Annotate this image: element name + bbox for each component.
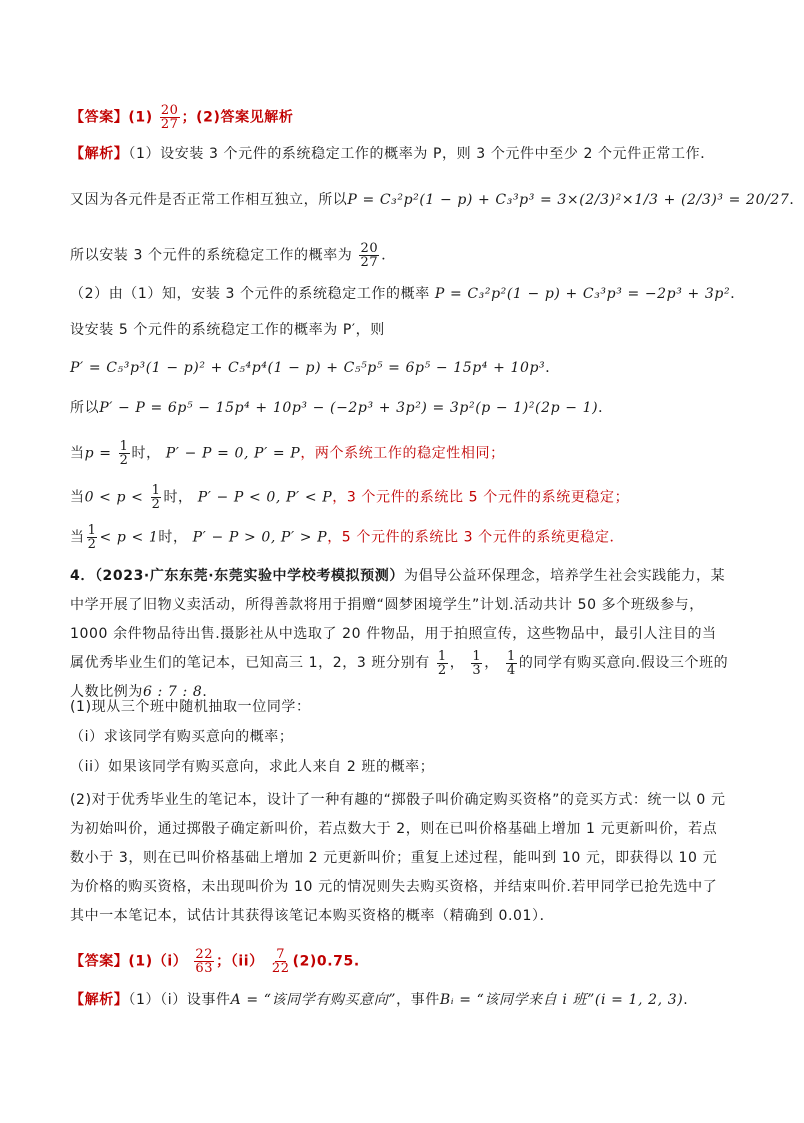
formula-p: P = C₃²p²(1 − p) + C₃³p³ = 3×(2/3)²×1/3 + (2/3)³ = 20/27 [347, 192, 790, 208]
analysis-text-5: 设安装 5 个元件的系统稳定工作的概率为 P′，则 [70, 322, 385, 338]
analysis-tag: 【解析】 [70, 992, 129, 1008]
event-a: A = “该同学有购买意向” [230, 992, 397, 1008]
analysis-text-3: 所以安装 3 个元件的系统稳定工作的概率为 [70, 247, 353, 264]
answer-tag: 【答案】 [70, 109, 129, 126]
fraction-1-3: $\frac{1}{3}$ [472, 648, 482, 678]
index-range: (i = 1, 2, 3) [594, 992, 684, 1008]
problem-number: 4． [70, 568, 95, 584]
answer-tag: 【答案】 [70, 953, 129, 970]
analysis-line-1 [70, 144, 730, 164]
answer-separator: ；（ii） [216, 953, 264, 970]
question-2-text: (2)对于优秀毕业生的笔记本，设计了一种有趣的“掷骰子叫价确定购买资格”的竞买方式：统一以 0 元为初始叫价，通过掷骰子确定新叫价，若点数大于 2，则在已叫价格基础上增加 1 元更新叫价，若点数小于 3，则在已叫价格基础上增加 2 元更新叫价；重复上述过程，能叫到 10 元，即获得以 10 元为价格的购买资格，未出现叫价为 10 元的情况则失去购买资格，并结束叫价.若甲同学已抢先选中了其中一本笔记本，试估计其获得该笔记本购买资格的概率（精确到 0.01）． [70, 792, 726, 924]
formula-p5: P′ = C₅³p³(1 − p)² + C₅⁴p⁴(1 − p) + C₅⁵p⁵ = 6p⁵ − 15p⁴ + 10p³ [70, 360, 546, 376]
analysis-line-6: P′ = C₅³p³(1 − p)² + C₅⁴p⁴(1 − p) + C₅⁵p⁵ = 6p⁵ − 15p⁴ + 10p³． [70, 360, 560, 376]
analysis-text-4: （2）由（1）知，安装 3 个元件的系统稳定工作的概率 [70, 286, 430, 302]
analysis2-text-a: （1）（i）设事件 [128, 992, 231, 1008]
math-greater-case: P′ − P > 0, P′ > P [192, 529, 328, 546]
text-shi: 时， [131, 445, 161, 462]
text-when: 当 [70, 489, 85, 506]
event-b: Bᵢ = “该同学来自 i 班” [439, 992, 595, 1008]
analysis-line-10 [70, 524, 730, 551]
math-range-high: < p < 1 [99, 529, 159, 546]
question-1 [70, 697, 730, 717]
fraction-20-27: $\frac{20}{27}$ [360, 241, 379, 270]
problem-4-paragraph: 4．（2023·广东东莞·东莞实验中学校考模拟预测）为倡导公益环保理念，培养学生社会实践能力，某中学开展了旧物义卖活动，所得善款将用于捐赠“圆梦困境学生”计划.活动共计 50 多个班级参与，1000 余件物品待出售.摄影社从中选取了 20 件物品，用于拍照宣传，这些物品中，最引人注目的当属优秀毕业生们的笔记本，已知高三 1，2，3 班分别有 $\frac{1}{2}$ ， $\frac{1}{3}$ ， $\frac{1}{4}$ 的同学有购买意向.假设三个班的人数比例为6 : 7 : 8． [70, 568, 729, 700]
answer-fraction-7-22: $\frac{7}{22}$ [271, 947, 290, 976]
problem-body: 为倡导公益环保理念，培养学生社会实践能力，某中学开展了旧物义卖活动，所得善款将用于捐赠“圆梦困境学生”计划.活动共计 50 多个班级参与，1000 余件物品待出售.摄影社从中选取了 20 件物品，用于拍照宣传，这些物品中，最引人注目的当属优秀毕业生们的笔记本， [70, 568, 726, 671]
analysis-line-7: 所以P′ − P = 6p⁵ − 15p⁴ + 10p³ − (−2p³ + 3p²) = 3p²(p − 1)²(2p − 1)． [70, 400, 613, 416]
analysis2-end: . [683, 992, 689, 1008]
fraction-half: $\frac{1}{2}$ [119, 439, 129, 468]
question-1-ii-text: （ii）如果该同学有购买意向，求此人来自 2 班的概率； [70, 759, 435, 775]
analysis-line-5 [70, 320, 730, 340]
analysis-text-7: 所以 [70, 400, 100, 416]
problem-source: （2023·广东东莞·东莞实验中学校考模拟预测） [94, 568, 404, 584]
text-shi: 时， [163, 489, 193, 506]
problem-body-tail: 已知高三 1，2，3 班分别有 [245, 655, 430, 671]
question-2 [70, 786, 730, 931]
answer-line-1 [70, 104, 730, 131]
answer-separator: ； [181, 109, 197, 126]
answer-part1: (1)（i） [128, 953, 188, 970]
analysis-text-1: （1）设安装 3 个元件的系统稳定工作的概率为 P，则 3 个元件中至少 2 个元件正常工作． [128, 146, 715, 162]
formula-diff: P′ − P = 6p⁵ − 15p⁴ + 10p³ − (−2p³ + 3p²) = 3p²(p − 1)²(2p − 1) [99, 400, 599, 416]
analysis-line-9 [70, 484, 730, 511]
answer-part2: (2)答案见解析 [196, 109, 294, 126]
class-ratio: 6 : 7 : 8 [143, 684, 203, 700]
text-when: 当 [70, 445, 85, 462]
math-equal-case: P′ − P = 0, P′ = P [165, 445, 301, 462]
analysis-line-3: 所以安装 3 个元件的系统稳定工作的概率为 $\frac{20}{27}$ ． [70, 241, 396, 270]
fraction-half: $\frac{1}{2}$ [151, 483, 161, 512]
analysis2-text-b: ，事件 [396, 992, 440, 1008]
question-1-ii [70, 757, 730, 777]
question-1-i [70, 727, 730, 747]
conclusion-equal: ，两个系统工作的稳定性相同； [300, 445, 505, 462]
analysis-line-8 [70, 440, 730, 467]
text-when: 当 [70, 529, 85, 546]
analysis-tag: 【解析】 [70, 146, 129, 162]
conclusion-less: ，3 个元件的系统比 5 个元件的系统更稳定； [332, 489, 630, 506]
analysis-text-2: 又因为各元件是否正常工作相互独立，所以 [70, 192, 348, 208]
math-p-equals: p = [84, 445, 112, 462]
question-1-i-text: （i）求该同学有购买意向的概率； [70, 729, 294, 745]
analysis-line-2: 又因为各元件是否正常工作相互独立，所以P = C₃²p²(1 − p) + C₃³p³ = 3×(2/3)²×1/3 + (2/3)³ = 20/27． [70, 192, 804, 208]
fraction-1-4: $\frac{1}{4}$ [506, 648, 516, 678]
answer-part2: (2)0.75. [292, 953, 360, 970]
formula-p3: P = C₃²p²(1 − p) + C₃³p³ = −2p³ + 3p² [434, 286, 731, 302]
answer-line-2 [70, 948, 730, 975]
fraction-1-2: $\frac{1}{2}$ [437, 648, 447, 678]
answer-fraction-22-63: $\frac{22}{63}$ [195, 947, 214, 976]
conclusion-greater: ，5 个元件的系统比 3 个元件的系统更稳定． [327, 529, 625, 546]
fraction-half: $\frac{1}{2}$ [87, 523, 97, 552]
answer-part1: (1) [128, 109, 153, 126]
problem-ratio-text: 的同学有购买意向.假设三个班的人数比例为 [70, 655, 729, 700]
math-less-case: P′ − P < 0, P′ < P [197, 489, 333, 506]
analysis2-line-1 [70, 990, 730, 1010]
analysis-line-4: （2）由（1）知，安装 3 个元件的系统稳定工作的概率 P = C₃²p²(1 − p) + C₃³p³ = −2p³ + 3p²． [70, 286, 745, 302]
answer-fraction: $\frac{20}{27}$ [160, 103, 179, 132]
math-range-low: 0 < p < [84, 489, 144, 506]
question-1-text: (1)现从三个班中随机抽取一位同学： [70, 699, 311, 715]
text-shi: 时， [158, 529, 188, 546]
